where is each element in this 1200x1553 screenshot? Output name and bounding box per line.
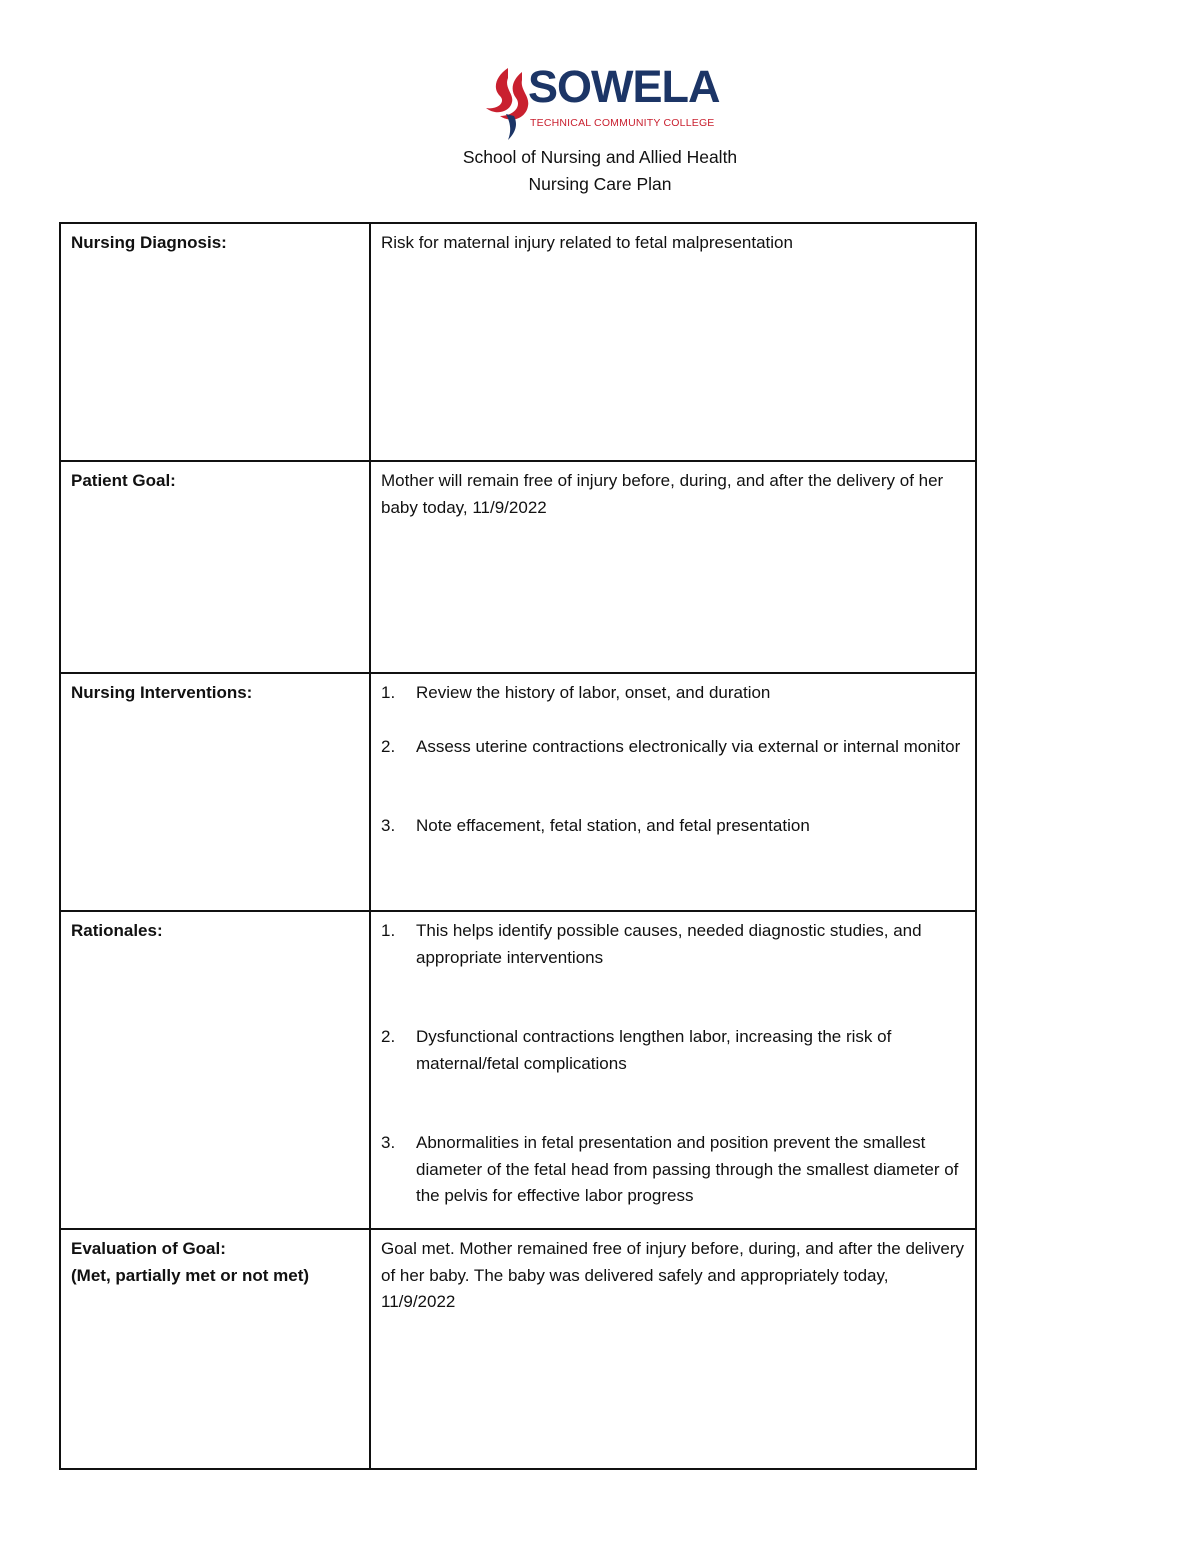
interventions-label <box>60 673 370 911</box>
logo-wordmark: SOWELA <box>528 61 720 112</box>
care-plan-table <box>59 222 977 1470</box>
interventions-label-text: Nursing Interventions: <box>71 683 253 702</box>
list-item-number: 2. <box>381 736 396 756</box>
list-item-number: 3. <box>381 1133 396 1152</box>
school-name: School of Nursing and Allied Health <box>462 147 738 167</box>
list-item-text: Assess uterine contractions electronically via external or internal monitor <box>416 736 961 756</box>
goal-value: Mother will remain free of injury before, during, and after the delivery of her baby today, 11/9/2022 <box>370 461 976 673</box>
goal-label <box>60 461 370 673</box>
rationales-list <box>381 918 965 1210</box>
document-title: Nursing Care Plan <box>528 174 672 194</box>
interventions-list <box>381 680 965 840</box>
evaluation-label-text: Evaluation of Goal: <box>71 1239 226 1258</box>
evaluation-label <box>60 1229 370 1469</box>
list-item <box>381 734 965 761</box>
list-item-number: 3. <box>381 816 396 835</box>
diagnosis-label-text: Nursing Diagnosis: <box>71 233 227 252</box>
goal-label-text: Patient Goal: <box>71 471 176 490</box>
diagnosis-row <box>60 223 976 461</box>
list-item <box>381 918 965 971</box>
evaluation-row <box>60 1229 976 1469</box>
list-item-text: Review the history of labor, onset, and duration <box>416 683 771 702</box>
list-item-number: 2. <box>381 1027 396 1046</box>
list-item <box>381 680 965 707</box>
logo-tagline: TECHNICAL COMMUNITY COLLEGE <box>530 117 715 129</box>
rationales-row <box>60 911 976 1229</box>
diagnosis-label <box>60 223 370 461</box>
list-item-text: Note effacement, fetal station, and fetal presentation <box>416 816 810 835</box>
evaluation-sublabel: (Met, partially met or not met) <box>71 1265 310 1285</box>
goal-row <box>60 461 976 673</box>
interventions-value <box>370 673 976 911</box>
list-item-text: Abnormalities in fetal presentation and position prevent the smallest diameter of the fetal head from passing through the smallest diameter of the pelvis for effective labor progress <box>416 1133 959 1205</box>
list-item <box>381 1024 965 1077</box>
list-item-text: Dysfunctional contractions lengthen labor, increasing the risk of maternal/fetal complications <box>416 1027 892 1073</box>
college-logo <box>478 61 728 142</box>
rationales-label <box>60 911 370 1229</box>
evaluation-value: Goal met. Mother remained free of injury before, during, and after the delivery of her baby. The baby was delivered safely and appropriately today, 11/9/2022 <box>370 1229 976 1469</box>
list-item-text: This helps identify possible causes, needed diagnostic studies, and appropriate interventions <box>416 921 922 967</box>
interventions-row <box>60 673 976 911</box>
diagnosis-value: Risk for maternal injury related to fetal malpresentation <box>370 223 976 461</box>
list-item-number: 1. <box>381 683 396 702</box>
list-item-number: 1. <box>381 921 396 940</box>
list-item <box>381 813 965 840</box>
rationales-label-text: Rationales: <box>71 921 163 940</box>
list-item <box>381 1130 965 1210</box>
rationales-value <box>370 911 976 1229</box>
